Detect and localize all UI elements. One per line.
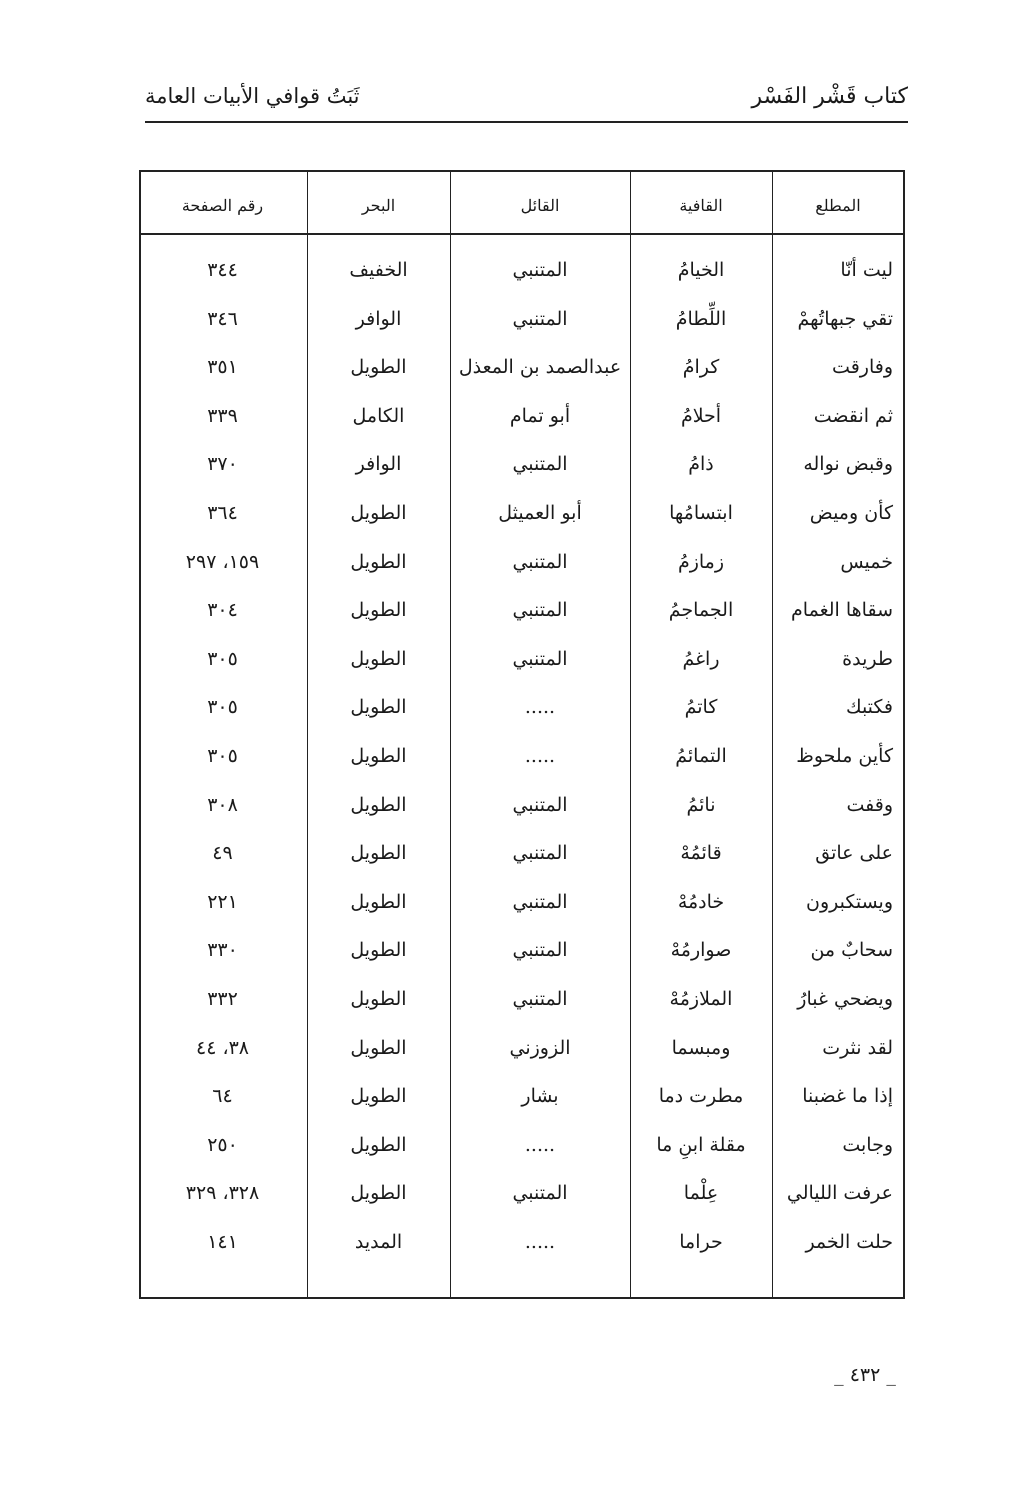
cell-qail: المتنبي xyxy=(512,259,568,281)
cell-matla: سقاها الغمام xyxy=(791,599,893,621)
header-rule xyxy=(145,121,908,123)
cell-qafia: صوارمُهْ xyxy=(670,939,732,961)
cell-qafia: التمائمُ xyxy=(675,745,727,767)
cell-qafia: الجماجمُ xyxy=(668,599,734,621)
cell-matla: وجابت xyxy=(842,1134,893,1156)
cell-qail: المتنبي xyxy=(512,939,568,961)
cell-qail: المتنبي xyxy=(512,1182,568,1204)
cell-qail: ..... xyxy=(524,745,556,767)
cell-qail: عبدالصمد بن المعذل xyxy=(458,356,622,378)
cell-page: ٣٣٢ xyxy=(207,988,238,1010)
cell-qafia: الخيامُ xyxy=(677,259,725,281)
cell-matla: ليت أنّا xyxy=(840,259,893,281)
column-header-qail: القائل xyxy=(520,196,560,215)
cell-bahr: الكامل xyxy=(352,405,405,427)
cell-matla: عرفت الليالي xyxy=(786,1182,893,1204)
cell-page: ٣٣٩ xyxy=(207,405,238,427)
cell-bahr: الطويل xyxy=(350,988,407,1010)
cell-page: ٣٠٥ xyxy=(207,696,238,718)
cell-matla: طريدة xyxy=(842,648,893,670)
cell-bahr: الطويل xyxy=(350,745,407,767)
page-number: _ ٤٣٢ _ xyxy=(834,1364,896,1386)
cell-bahr: الخفيف xyxy=(349,259,408,281)
cell-bahr: الطويل xyxy=(350,502,407,524)
cell-bahr: الطويل xyxy=(350,842,407,864)
cell-matla: إذا ما غضبنا xyxy=(802,1085,893,1107)
cell-bahr: الطويل xyxy=(350,1037,407,1059)
cell-qafia: كرامُ xyxy=(682,356,720,378)
cell-bahr: الطويل xyxy=(350,939,407,961)
cell-bahr: الطويل xyxy=(350,1085,407,1107)
cell-page: ٣٨، ٤٤ xyxy=(195,1037,249,1059)
cell-page: ٣٣٠ xyxy=(207,939,238,961)
cell-bahr: الطويل xyxy=(350,891,407,913)
rhyme-index-table xyxy=(139,170,905,1299)
cell-bahr: الوافر xyxy=(355,308,402,330)
cell-qail: المتنبي xyxy=(512,648,568,670)
cell-bahr: الطويل xyxy=(350,696,407,718)
cell-qail: المتنبي xyxy=(512,988,568,1010)
cell-matla: وقبض نواله xyxy=(803,453,893,475)
column-header-bahr: البحر xyxy=(361,196,396,215)
cell-qail: المتنبي xyxy=(512,794,568,816)
cell-page: ٢٥٠ xyxy=(207,1134,238,1156)
cell-matla: وفارقت xyxy=(832,356,893,378)
cell-matla: وقفت xyxy=(846,794,893,816)
cell-page: ٣٥١ xyxy=(207,356,238,378)
cell-qafia: ذامُ xyxy=(688,453,714,475)
column-header-page: رقم الصفحة xyxy=(181,196,264,215)
cell-qail: الزوزني xyxy=(509,1037,571,1059)
running-header xyxy=(145,78,908,118)
cell-qail: أبو العميثل xyxy=(498,502,582,524)
cell-page: ٣٦٤ xyxy=(207,502,238,524)
cell-bahr: الطويل xyxy=(350,1182,407,1204)
cell-qail: ..... xyxy=(524,1231,556,1253)
cell-matla: سحابٌ من xyxy=(810,939,893,961)
cell-qafia: راغمُ xyxy=(682,648,720,670)
cell-qail: المتنبي xyxy=(512,599,568,621)
cell-bahr: الطويل xyxy=(350,551,407,573)
cell-qafia: اللِّطامُ xyxy=(675,308,727,330)
cell-qafia: أحلامُ xyxy=(680,405,722,427)
cell-matla: كأين ملحوظ xyxy=(796,745,893,767)
cell-qafia: زمازمُ xyxy=(677,551,725,573)
cell-page: ٤٩ xyxy=(212,842,233,864)
cell-page: ٣٠٥ xyxy=(207,648,238,670)
cell-page: ٢٢١ xyxy=(207,891,238,913)
cell-qafia: ابتسامُها xyxy=(669,502,733,524)
column-header-qafia: القافية xyxy=(679,196,723,215)
cell-qafia: كاتمُ xyxy=(684,696,718,718)
cell-matla: ويستكبرون xyxy=(806,891,893,913)
section-title: ثَبَتُ قوافي الأبيات العامة xyxy=(145,84,360,108)
cell-qail: المتنبي xyxy=(512,308,568,330)
cell-qafia: حراما xyxy=(679,1231,723,1253)
cell-bahr: الطويل xyxy=(350,1134,407,1156)
cell-bahr: المديد xyxy=(354,1231,403,1253)
cell-qafia: ومبسما xyxy=(671,1037,731,1059)
cell-page: ٣٧٠ xyxy=(207,453,238,475)
cell-bahr: الطويل xyxy=(350,599,407,621)
cell-matla: لقد نثرت xyxy=(822,1037,893,1059)
column-header-matla: المطلع xyxy=(815,196,861,215)
cell-qail: أبو تمام xyxy=(509,405,571,427)
cell-matla: خميس xyxy=(840,551,893,573)
cell-page: ٣٤٦ xyxy=(207,308,238,330)
cell-qail: بشار xyxy=(521,1085,559,1107)
cell-bahr: الوافر xyxy=(355,453,402,475)
cell-qafia: قائمُهْ xyxy=(680,842,722,864)
cell-page: ٣٤٤ xyxy=(207,259,238,281)
header-row-divider xyxy=(141,233,903,235)
cell-bahr: الطويل xyxy=(350,648,407,670)
cell-page: ٦٤ xyxy=(212,1085,233,1107)
cell-qafia: عِلْما xyxy=(683,1182,719,1204)
cell-page: ٣٠٤ xyxy=(207,599,238,621)
cell-page: ٣٢٨، ٣٢٩ xyxy=(185,1182,260,1204)
cell-matla: كأن وميض xyxy=(809,502,893,524)
cell-page: ٣٠٨ xyxy=(207,794,238,816)
cell-qafia: الملازمُهْ xyxy=(669,988,733,1010)
cell-page: ٣٠٥ xyxy=(207,745,238,767)
book-title: كتاب قَشْر الفَسْر xyxy=(751,84,908,109)
cell-qail: المتنبي xyxy=(512,453,568,475)
cell-qafia: خادمُهْ xyxy=(677,891,725,913)
cell-matla: حلت الخمر xyxy=(805,1231,893,1253)
cell-matla: ويضحي غبارُ xyxy=(797,988,893,1010)
cell-bahr: الطويل xyxy=(350,794,407,816)
cell-page: ١٥٩، ٢٩٧ xyxy=(185,551,260,573)
cell-qail: المتنبي xyxy=(512,842,568,864)
cell-matla: فكتبك xyxy=(845,696,893,718)
cell-qafia: مطرت دما xyxy=(658,1085,744,1107)
cell-qail: ..... xyxy=(524,1134,556,1156)
cell-bahr: الطويل xyxy=(350,356,407,378)
cell-qafia: مقلة ابنِ ما xyxy=(656,1134,746,1156)
cell-matla: على عاتق xyxy=(815,842,893,864)
cell-qafia: نائمُ xyxy=(686,794,716,816)
cell-matla: تقي جبهاتُهمْ xyxy=(797,308,893,330)
cell-qail: المتنبي xyxy=(512,551,568,573)
cell-page: ١٤١ xyxy=(207,1231,238,1253)
cell-matla: ثم انقضت xyxy=(813,405,893,427)
cell-qail: ..... xyxy=(524,696,556,718)
cell-qail: المتنبي xyxy=(512,891,568,913)
